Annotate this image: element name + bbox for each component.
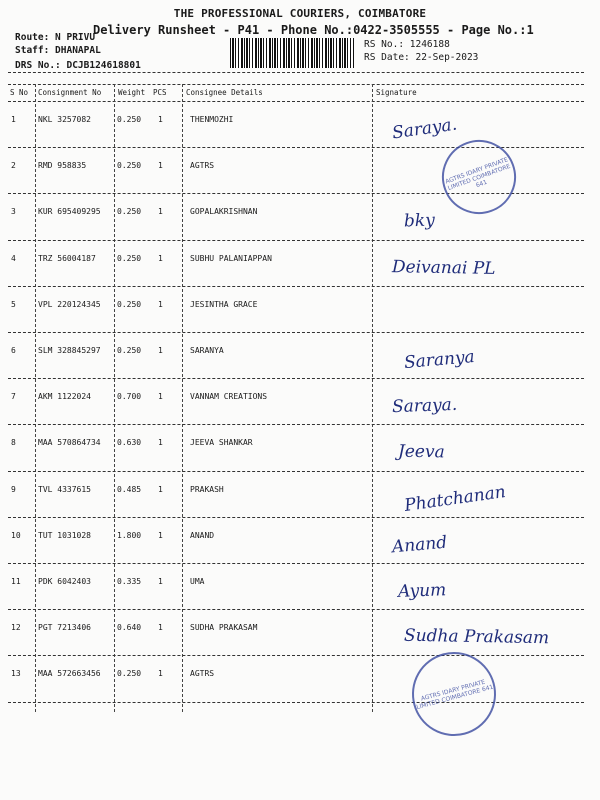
drs-number: DRS No.: DCJB124618801 [15, 60, 141, 71]
cell-weight: 0.250 [117, 253, 142, 263]
cell-weight: 0.250 [117, 669, 142, 679]
cell-weight: 0.250 [117, 299, 142, 309]
runsheet-subtitle: Delivery Runsheet - P41 - Phone No.:0422-3505555 - Page No.:1 [93, 23, 534, 37]
cell-sno: 12 [11, 623, 21, 633]
signature-handwriting: Jeeva [397, 441, 445, 463]
cell-pcs: 1 [158, 161, 163, 171]
cell-consignee: THENMOZHI [190, 115, 234, 124]
cell-pcs: 1 [158, 346, 163, 355]
cell-consignment: KUR 695409295 [38, 207, 101, 217]
cell-weight: 0.250 [117, 161, 142, 171]
cell-weight: 0.250 [117, 115, 142, 124]
cell-consignee: AGTRS [190, 161, 215, 171]
cell-consignee: SARANYA [190, 346, 224, 355]
signature-handwriting: Ayum [397, 580, 447, 602]
cell-pcs: 1 [158, 530, 163, 540]
cell-sno: 2 [11, 161, 16, 171]
cell-consignment: PGT 7213406 [38, 623, 91, 633]
signature-handwriting: Deivanai PL [391, 256, 496, 279]
cell-consignee: UMA [190, 577, 205, 586]
route-label: Route: N PRIVU [15, 32, 96, 43]
col-header-weight: Weight [118, 88, 146, 97]
column-divider [35, 84, 36, 712]
cell-consignee: ANAND [190, 530, 215, 540]
cell-pcs: 1 [158, 577, 163, 586]
cell-consignment: PDK 6042403 [38, 577, 91, 586]
col-header-sno: S No [10, 88, 29, 97]
rs-number: RS No.: 1246188 [364, 39, 450, 50]
row-divider [8, 332, 584, 333]
cell-weight: 0.335 [117, 577, 142, 586]
cell-consignment: TVL 4337615 [38, 484, 91, 494]
cell-consignee: VANNAM CREATIONS [190, 392, 268, 402]
cell-pcs: 1 [158, 115, 163, 124]
cell-consignee: SUDHA PRAKASAM [190, 623, 258, 633]
col-header-consignment: Consignment No [38, 88, 102, 97]
row-divider [8, 286, 584, 287]
cell-sno: 11 [11, 577, 21, 586]
row-divider [8, 378, 584, 379]
column-divider [114, 84, 115, 712]
cell-sno: 8 [11, 438, 16, 448]
company-title: THE PROFESSIONAL COURIERS, COIMBATORE [173, 7, 427, 20]
signature-handwriting: Saraya. [390, 114, 459, 144]
row-divider [8, 563, 584, 564]
cell-pcs: 1 [158, 392, 163, 402]
row-divider [8, 655, 584, 656]
cell-sno: 9 [11, 484, 16, 494]
cell-consignment: MAA 570864734 [38, 438, 101, 448]
cell-consignee: JEEVA SHANKAR [190, 438, 253, 448]
row-divider [8, 517, 584, 518]
cell-consignment: TUT 1031028 [38, 530, 91, 540]
cell-sno: 6 [11, 346, 16, 355]
rs-date: RS Date: 22-Sep-2023 [364, 52, 479, 63]
cell-sno: 10 [11, 530, 21, 540]
cell-consignment: MAA 572663456 [38, 669, 101, 679]
col-header-consignee: Consignee Details [186, 88, 263, 97]
cell-weight: 0.250 [117, 207, 142, 217]
cell-sno: 13 [11, 669, 21, 679]
barcode-image [230, 38, 354, 68]
cell-weight: 1.800 [117, 530, 142, 540]
company-stamp-bottom: AGTRS IDARY PRIVATE LIMITED COIMBATORE 641 [403, 643, 506, 746]
cell-consignee: JESINTHA GRACE [190, 299, 258, 309]
cell-consignment: NKL 3257082 [38, 115, 91, 124]
cell-consignment: TRZ 56004187 [38, 253, 96, 263]
cell-pcs: 1 [158, 669, 163, 679]
cell-sno: 5 [11, 299, 16, 309]
cell-weight: 0.700 [117, 392, 142, 402]
divider [8, 72, 584, 73]
row-divider [8, 471, 584, 472]
signature-handwriting: Anand [391, 532, 448, 558]
staff-label: Staff: DHANAPAL [15, 45, 101, 56]
cell-pcs: 1 [158, 438, 163, 448]
cell-consignee: GOPALAKRISHNAN [190, 207, 258, 217]
cell-sno: 3 [11, 207, 16, 217]
cell-consignment: VPL 220124345 [38, 299, 101, 309]
row-divider [8, 702, 584, 703]
cell-sno: 4 [11, 253, 16, 263]
cell-consignee: PRAKASH [190, 484, 224, 494]
cell-consignee: AGTRS [190, 669, 215, 679]
signature-handwriting: Sudha Prakasam [403, 625, 550, 649]
cell-pcs: 1 [158, 623, 163, 633]
company-stamp-top: AGTRS IDARY PRIVATE LIMITED COIMBATORE 641 [432, 130, 527, 225]
cell-consignment: RMD 958835 [38, 161, 87, 171]
cell-weight: 0.630 [117, 438, 142, 448]
cell-weight: 0.485 [117, 484, 142, 494]
column-divider [182, 84, 183, 712]
signature-handwriting: Saraya. [391, 395, 458, 418]
cell-consignee: SUBHU PALANIAPPAN [190, 253, 272, 263]
cell-pcs: 1 [158, 253, 163, 263]
column-divider [372, 84, 373, 712]
cell-pcs: 1 [158, 299, 163, 309]
signature-handwriting: Phatchanan [403, 481, 507, 516]
col-header-pcs: PCS [153, 88, 167, 97]
cell-weight: 0.640 [117, 623, 142, 633]
cell-sno: 7 [11, 392, 16, 402]
col-header-signature: Signature [376, 88, 417, 97]
signature-handwriting: Saranya [403, 346, 476, 374]
row-divider [8, 240, 584, 241]
cell-weight: 0.250 [117, 346, 142, 355]
row-divider [8, 609, 584, 610]
signature-handwriting: bky [403, 210, 436, 232]
divider [8, 84, 584, 85]
cell-pcs: 1 [158, 207, 163, 217]
cell-consignment: AKM 1122024 [38, 392, 91, 402]
cell-sno: 1 [11, 115, 16, 124]
cell-consignment: SLM 328845297 [38, 346, 101, 355]
divider [8, 101, 584, 102]
row-divider [8, 424, 584, 425]
cell-pcs: 1 [158, 484, 163, 494]
